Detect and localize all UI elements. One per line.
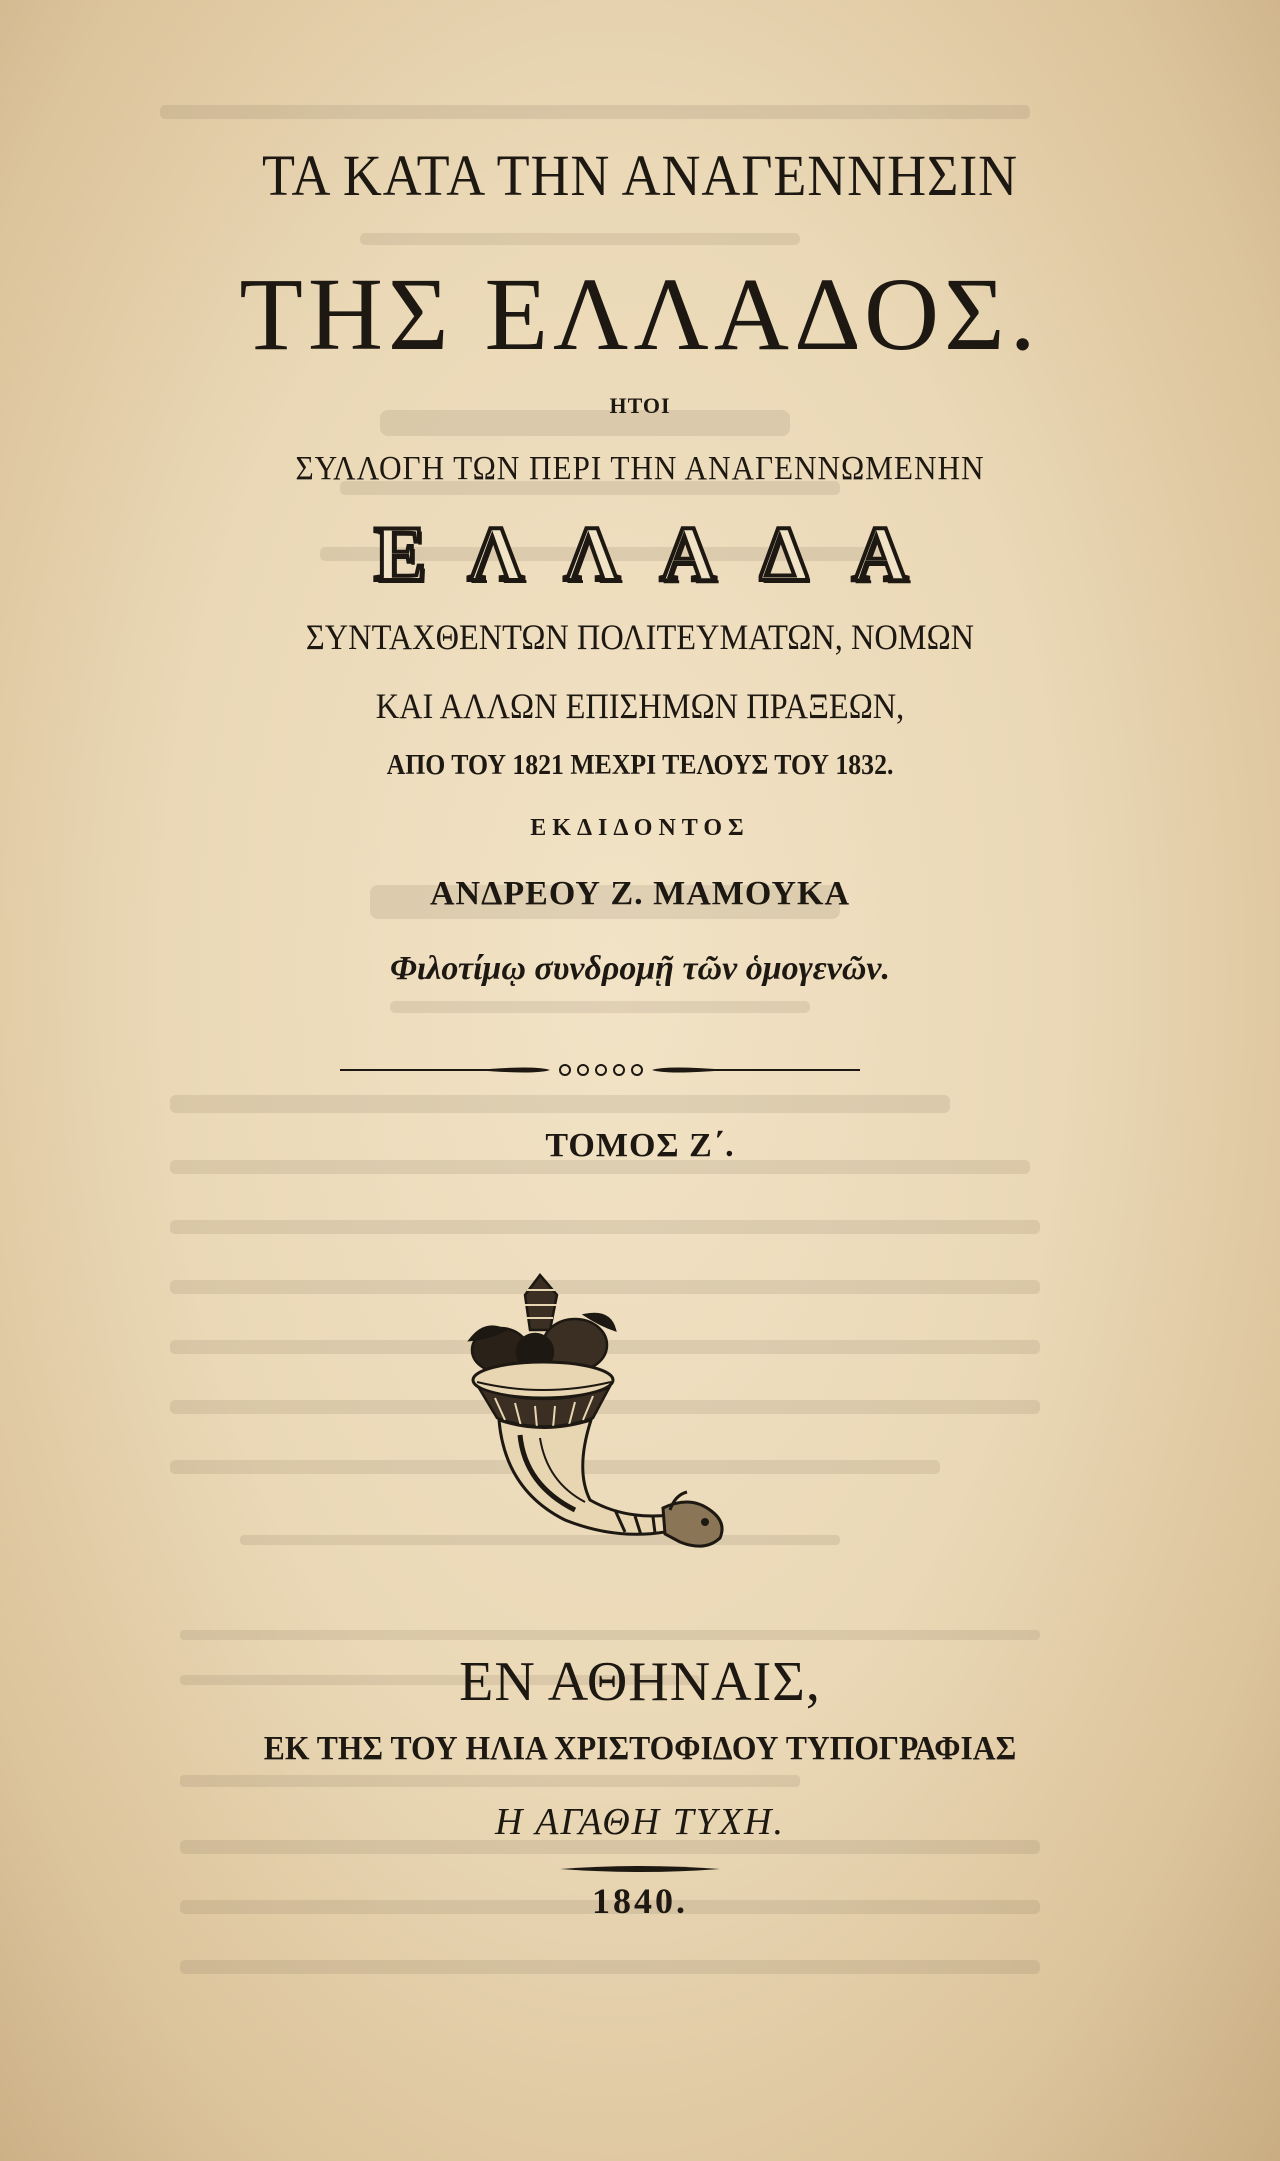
sponsorship-line: Φιλοτίμῳ συνδρομῇ τῶν ὁμογενῶν. — [389, 950, 891, 987]
subtitle-line-1: ΣΥΛΛΟΓΗ ΤΩΝ ΠΕΡΙ ΤΗΝ ΑΝΑΓΕΝΝΩΜΕΝΗΝ — [295, 450, 985, 487]
subtitle-line-2: ΣΥΝΤΑΧΘΕΝΤΩΝ ΠΟΛΙΤΕΥΜΑΤΩΝ, ΝΟΜΩΝ — [305, 617, 975, 657]
decorative-letter: Ε — [373, 510, 427, 597]
short-ornamental-rule — [555, 1862, 725, 1876]
volume-label: ΤΟΜΟΣ Ζ΄. — [545, 1127, 735, 1164]
publication-year: 1840. — [592, 1881, 688, 1921]
decorative-letter: Δ — [759, 510, 809, 597]
decorative-letter: Α — [851, 510, 909, 597]
date-range: ΑΠΟ ΤΟΥ 1821 ΜΕΧΡΙ ΤΕΛΟΥΣ ΤΟΥ 1832. — [386, 750, 894, 781]
title-line-2: ΤΗΣ ΕΛΛΑΔΟΣ. — [239, 257, 1041, 372]
decorative-letter: Α — [659, 510, 717, 597]
conjunction-text: ΗΤΟΙ — [609, 393, 671, 418]
editor-name: ΑΝΔΡΕΟΥ Ζ. ΜΑΜΟΥΚΑ — [429, 875, 851, 912]
show-through-text — [150, 95, 1050, 2015]
cornucopia-ornament-icon — [465, 1270, 735, 1570]
printer-line: ΕΚ ΤΗΣ ΤΟΥ ΗΛΙΑ ΧΡΙΣΤΟΦΙΔΟΥ ΤΥΠΟΓΡΑΦΙΑΣ — [263, 1730, 1017, 1767]
title-line-1: ΤΑ ΚΑΤΑ ΤΗΝ ΑΝΑΓΕΝΝΗΣΙΝ — [261, 143, 1019, 208]
decorative-word — [0, 510, 1280, 597]
show-through-texture — [150, 95, 1050, 2015]
decorative-letter: Λ — [468, 510, 524, 597]
decorative-letter: Λ — [564, 510, 620, 597]
subtitle-line-3: ΚΑΙ ΑΛΛΩΝ ΕΠΙΣΗΜΩΝ ΠΡΑΞΕΩΝ, — [375, 686, 905, 726]
editor-label: ΕΚΔΙΔΟΝΤΟΣ — [530, 815, 750, 841]
ornamental-rule — [335, 1058, 865, 1082]
press-name: Η ΑΓΑΘΗ ΤΥΧΗ. — [494, 1801, 786, 1843]
place-of-publication: ΕΝ ΑΘΗΝΑΙΣ, — [459, 1651, 821, 1713]
